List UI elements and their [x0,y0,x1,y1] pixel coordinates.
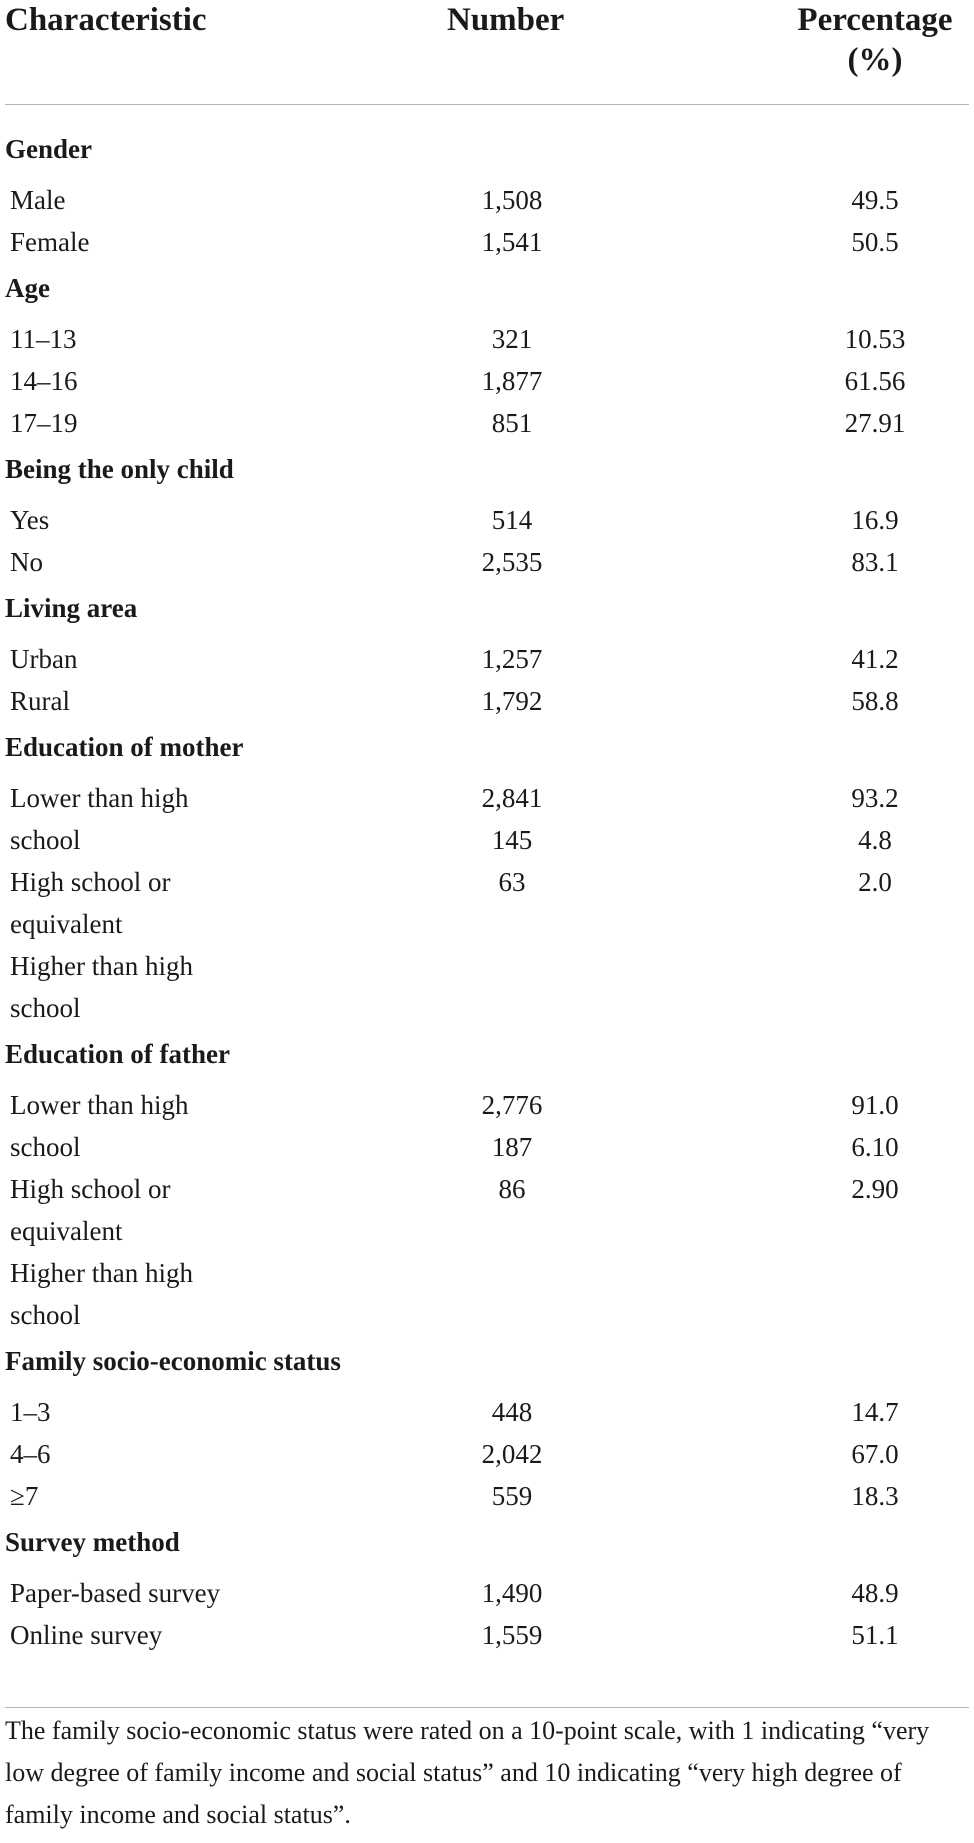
section-title: Survey method [5,1527,180,1557]
row-label: Rural [10,686,70,716]
row-number: 2,535 [481,547,543,577]
section-title: Education of father [5,1039,230,1069]
table-row [0,1433,974,1475]
table-row [0,1126,974,1168]
row-label: 11–13 [10,324,77,354]
table-row [0,777,974,819]
row-number: 1,559 [481,1620,543,1650]
row-label: Male [10,185,66,215]
section-title: Age [5,273,50,303]
row-number: 514 [491,505,533,535]
table-row [0,1294,974,1336]
row-label: No [10,547,43,577]
table-row [0,861,974,903]
row-number: 86 [498,1174,526,1204]
table-row [0,1168,974,1210]
section-title: Gender [5,134,92,164]
section-title: Family socio-economic status [5,1346,341,1376]
section-title: Living area [5,593,138,623]
row-percent: 91.0 [851,1090,899,1120]
row-label: Female [10,227,90,257]
row-label: Paper-based survey [10,1578,221,1608]
table-row [0,1391,974,1433]
row-percent: 16.9 [851,505,899,535]
table-row [0,1475,974,1517]
section-heading [0,267,974,309]
header-characteristic: Characteristic [5,2,207,38]
row-number: 2,841 [481,783,543,813]
section-heading [0,1521,974,1563]
row-label: Online survey [10,1620,163,1650]
row-label: school [10,1132,81,1162]
row-label: Higher than high [10,951,193,981]
row-label: Higher than high [10,1258,193,1288]
table-row [0,903,974,945]
row-label: Lower than high [10,783,189,813]
row-percent: 2.0 [858,867,892,897]
row-percent: 10.53 [844,324,906,354]
section-heading [0,726,974,768]
header-percentage [780,0,970,80]
table-row [0,680,974,722]
section-heading [0,128,974,170]
row-label: equivalent [10,909,123,939]
row-number: 1,792 [481,686,543,716]
row-number: 1,257 [481,644,543,674]
table-row [0,499,974,541]
row-percent: 27.91 [844,408,906,438]
row-percent: 6.10 [851,1132,899,1162]
row-number: 559 [491,1481,533,1511]
row-label: school [10,825,81,855]
table-row [0,360,974,402]
row-label: High school or [10,1174,171,1204]
row-number: 2,042 [481,1439,543,1469]
row-percent: 50.5 [851,227,899,257]
row-percent: 58.8 [851,686,899,716]
row-label: school [10,1300,81,1330]
section-heading [0,1033,974,1075]
row-number: 2,776 [481,1090,543,1120]
table-row [0,1614,974,1656]
row-percent: 67.0 [851,1439,899,1469]
table-row [0,318,974,360]
row-percent: 83.1 [851,547,899,577]
row-percent: 41.2 [851,644,899,674]
row-label: school [10,993,81,1023]
row-percent: 4.8 [858,825,892,855]
section-title: Education of mother [5,732,244,762]
row-number: 145 [491,825,533,855]
header-rule [5,104,969,105]
table-row [0,221,974,263]
header-percentage-line1: Percentage [797,2,953,38]
table-row [0,1252,974,1294]
header-number: Number [447,2,565,38]
table-row [0,402,974,444]
row-number: 187 [491,1132,533,1162]
table-row [0,638,974,680]
table-row [0,1084,974,1126]
row-label: Urban [10,644,78,674]
row-label: High school or [10,867,171,897]
header-percentage-line2: (%) [847,42,903,78]
row-percent: 18.3 [851,1481,899,1511]
row-number: 1,490 [481,1578,543,1608]
table-row [0,945,974,987]
table-row [0,179,974,221]
row-label: equivalent [10,1216,123,1246]
row-number: 448 [491,1397,533,1427]
row-label: 17–19 [10,408,78,438]
table-footnote: The family socio-economic status were rated on a 10-point scale, with 1 indicating “very low degree of family income and social status” and 10 indicating “very high degree of family income and social status”. [5,1716,930,1829]
table-row [0,987,974,1029]
row-label: Yes [10,505,50,535]
section-heading [0,587,974,629]
table-row [0,541,974,583]
table-row [0,1572,974,1614]
row-label: 1–3 [10,1397,51,1427]
section-heading [0,1340,974,1382]
section-heading [0,448,974,490]
row-percent: 49.5 [851,185,899,215]
row-number: 1,541 [481,227,543,257]
row-label: 14–16 [10,366,78,396]
row-number: 1,877 [481,366,543,396]
row-number: 63 [498,867,526,897]
row-percent: 2.90 [851,1174,899,1204]
section-title: Being the only child [5,454,234,484]
table-row [0,819,974,861]
table-row [0,1210,974,1252]
row-number: 1,508 [481,185,543,215]
row-label: 4–6 [10,1439,51,1469]
row-label: Lower than high [10,1090,189,1120]
row-percent: 93.2 [851,783,899,813]
row-percent: 61.56 [844,366,906,396]
row-number: 851 [491,408,533,438]
row-percent: 48.9 [851,1578,899,1608]
footer-rule [5,1707,969,1708]
row-percent: 14.7 [851,1397,899,1427]
row-percent: 51.1 [851,1620,899,1650]
row-number: 321 [491,324,533,354]
row-label: ≥7 [10,1481,39,1511]
